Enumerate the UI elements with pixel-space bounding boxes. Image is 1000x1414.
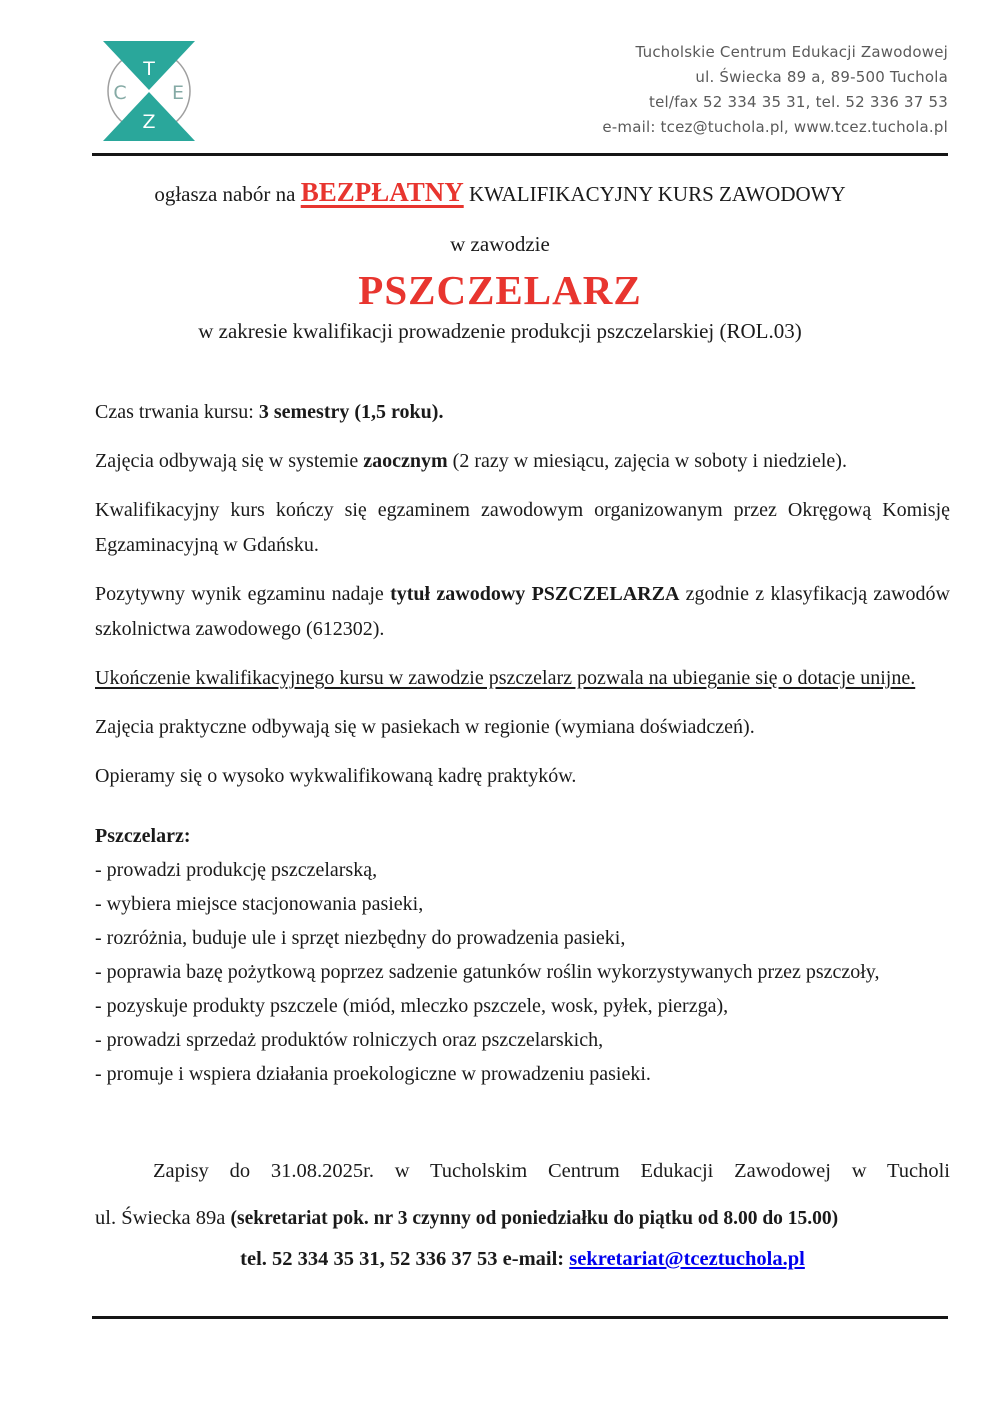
task-item: - promuje i wspiera działania proekologiczne w prowadzeniu pasieki. xyxy=(95,1063,651,1085)
tcez-logo-graphic xyxy=(95,38,203,144)
logo-letter-t: T xyxy=(143,58,155,80)
org-address: ul. Świecka 89 a, 89-500 Tuchola xyxy=(695,68,948,86)
letterhead xyxy=(0,0,1000,144)
intro-prefix: ogłasza nabór na xyxy=(154,182,301,206)
bottom-divider xyxy=(92,1316,948,1319)
task-item: - prowadzi produkcję pszczelarską, xyxy=(95,859,378,881)
letterhead-contact xyxy=(602,40,948,140)
title-award-suffix: zgodnie z klasyfikacją zawodów szkolnictwa zawodowego (612302). xyxy=(95,583,951,640)
exam-paragraph: Kwalifikacyjny kurs kończy się egzaminem zawodowym organizowanym przez Okręgową Komisję Egzaminacyjną w Gdańsku. xyxy=(95,499,950,556)
course-details xyxy=(95,395,950,794)
enrollment-contact-line xyxy=(95,1245,950,1273)
mode-bold: zaocznym xyxy=(363,450,448,472)
task-item: - prowadzi sprzedaż produktów rolniczych oraz pszczelarskich, xyxy=(95,1029,604,1051)
qualification-subtitle: w zakresie kwalifikacji prowadzenie produkcji pszczelarskiej (ROL.03) xyxy=(198,319,802,343)
task-item: - wybiera miejsce stacjonowania pasieki, xyxy=(95,893,424,915)
title-award-paragraph xyxy=(95,577,950,647)
enrollment-info xyxy=(95,1148,950,1273)
staff-paragraph: Opieramy się o wysoko wykwalifikowaną kadrę praktyków. xyxy=(95,765,577,787)
duration-value: 3 semestry (1,5 roku). xyxy=(258,401,444,423)
org-name: Tucholskie Centrum Edukacji Zawodowej xyxy=(635,43,948,61)
title-award-bold: tytuł zawodowy PSZCZELARZA xyxy=(390,583,680,605)
intro-line xyxy=(0,169,1000,217)
tcez-logo xyxy=(95,38,203,144)
enrollment-deadline-line: Zapisy do 31.08.2025r. w Tucholskim Centrum Edukacji Zawodowej w Tucholi xyxy=(153,1160,950,1182)
eu-grants-paragraph: Ukończenie kwalifikacyjnego kursu w zawodzie pszczelarz pozwala na ubieganie się o dotacje unijne. xyxy=(95,667,916,689)
org-phones: tel/fax 52 334 35 31, tel. 52 336 37 53 xyxy=(649,93,948,111)
tasks-heading: Pszczelarz: xyxy=(95,825,191,847)
logo-letter-e: E xyxy=(171,82,185,104)
free-course-highlight: BEZPŁATNY xyxy=(300,177,464,207)
profession-title: PSZCZELARZ xyxy=(358,267,642,313)
in-profession-line: w zawodzie xyxy=(450,232,550,256)
enrollment-address: ul. Świecka 89a xyxy=(95,1207,231,1229)
mode-suffix: (2 razy w miesiącu, zajęcia w soboty i niedziele). xyxy=(447,450,847,472)
duration-paragraph xyxy=(95,395,950,430)
top-divider xyxy=(92,153,948,156)
practice-paragraph: Zajęcia praktyczne odbywają się w pasiekach w regionie (wymiana doświadczeń). xyxy=(95,716,755,738)
title-award-prefix: Pozytywny wynik egzaminu nadaje xyxy=(95,583,391,605)
secretariat-email-link[interactable]: sekretariat@tceztuchola.pl xyxy=(569,1248,805,1270)
enrollment-phones: tel. 52 334 35 31, 52 336 37 53 e-mail: xyxy=(240,1248,570,1270)
org-email-web: e-mail: tcez@tuchola.pl, www.tcez.tuchola.pl xyxy=(602,118,948,136)
enrollment-address-line xyxy=(95,1195,950,1242)
secretariat-hours: (sekretariat pok. nr 3 czynny od poniedziałku do piątku od 8.00 do 15.00) xyxy=(230,1208,839,1229)
duration-label: Czas trwania kursu: xyxy=(95,401,259,423)
announcement-heading xyxy=(0,169,1000,345)
task-item: - rozróżnia, buduje ule i sprzęt niezbędny do prowadzenia pasieki, xyxy=(95,927,626,949)
task-item: - pozyskuje produkty pszczele (miód, mleczko pszczele, wosk, pyłek, pierzga), xyxy=(95,995,729,1017)
mode-paragraph xyxy=(95,444,950,479)
task-item: - poprawia bazę pożytkową poprzez sadzenie gatunków roślin wykorzystywanych przez pszczoły, xyxy=(95,961,880,983)
mode-prefix: Zajęcia odbywają się w systemie xyxy=(95,450,364,472)
intro-suffix: KWALIFIKACYJNY KURS ZAWODOWY xyxy=(463,182,846,206)
profession-tasks xyxy=(95,819,950,1091)
logo-letter-c: C xyxy=(113,82,127,104)
logo-letter-z: Z xyxy=(142,111,156,133)
